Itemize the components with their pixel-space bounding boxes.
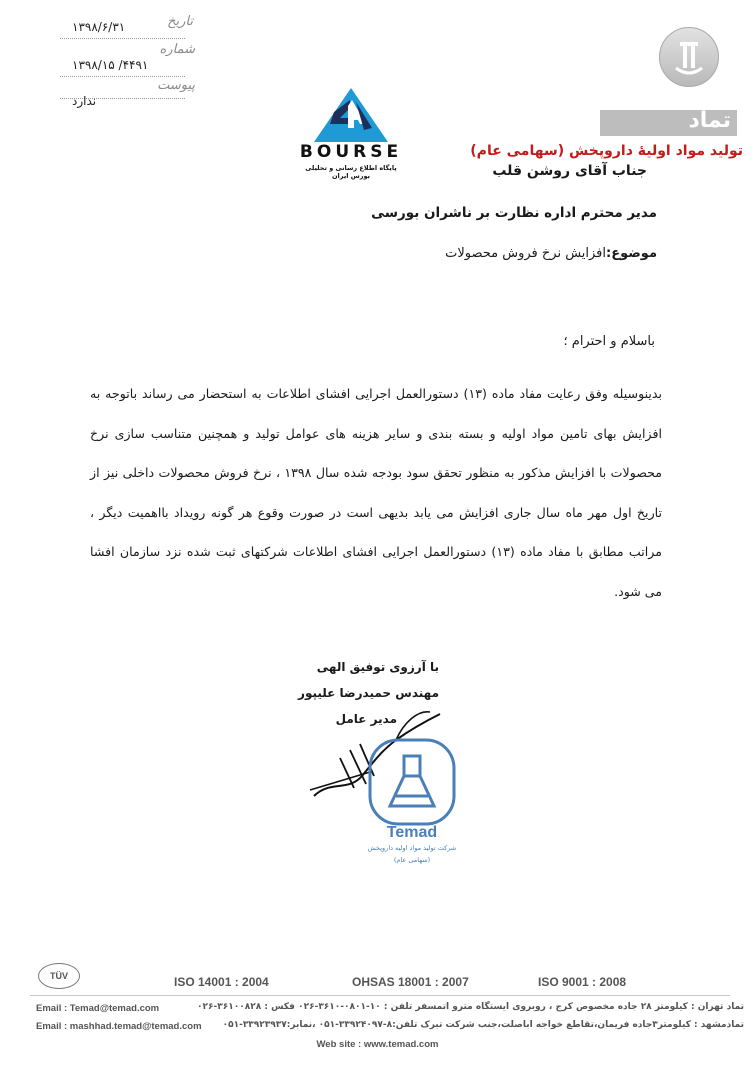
iso-9001: ISO 9001 : 2008 [538,975,627,989]
subject-label: موضوع: [606,246,657,261]
temad-logo-icon [659,27,719,87]
attachment-label: پیوست [157,78,195,93]
date-label: تاریخ [167,14,193,29]
stamp-word: Temad [386,824,438,841]
mashhad-email: Email : mashhad.temad@temad.com [36,1021,202,1032]
subject-line [257,246,657,261]
company-name: تولید مواد اولیهٔ داروپخش (سهامی عام) [470,143,743,159]
company-stamp [362,736,462,876]
bourse-logo-icon [312,86,390,144]
number-value: ۱۳۹۸/۱۵ /۴۴۹۱ [72,58,149,72]
recipient-name: جناب آقای روشن قلب [492,163,647,179]
letter-body: بدینوسیله وفق رعایت مفاد ماده (۱۳) دستورالعمل اجرایی افشای اطلاعات به استحضار می رساند باتوجه به افزایش بهای تامین مواد اولیه و بسته بندی و سایر هزینه های عوامل تولید و همچنین متناسب سازی نرخ محصولات با افزایش مذکور به منظور تحقق سود بودجه شده سال ۱۳۹۸ ، نرخ فروش محصولات داخلی نیز از تاریخ اول مهر ماه سال جاری افزایش می یابد بدیهی است در صورت وقوع هر گونه رویداد بااهمیت دیگر ، مراتب مطابق با مفاد ماده (۱۳) دستورالعمل اجرایی افشای اطلاعات شرکتهای ثبت شده نزد سازمان افشا می شود. [90,386,663,599]
letter-meta [60,12,195,112]
signatory-name: مهندس حمیدرضا علیپور [298,686,439,700]
footer-divider [30,995,730,996]
mashhad-address: تمادمشهد : کیلومتر۳جاده فریمان،تقاطع خواجه اباصلت،جنب شرکت تبرک تلفن:۸-۳۳۹۲۴۰۹۷-۰۵۱ ،نمابر:۳۳۹۲۳۹۳۷-۰۵۱ [222,1020,744,1030]
attachment-value: ندارد [72,94,97,108]
closing-line: با آرزوی توفیق الهی [316,660,439,674]
iso-14001: ISO 14001 : 2004 [174,975,269,989]
ohsas-18001: OHSAS 18001 : 2007 [352,975,469,989]
tuv-text: TÜV [50,971,68,981]
stamp-line1: شرکت تولید مواد اولیه داروپخش [367,844,457,852]
website: Web site : www.temad.com [316,1039,439,1050]
subject-text: افزایش نرخ فروش محصولات [445,246,606,261]
tehran-address: تماد تهران : کیلومتر ۲۸ جاده مخصوص کرج ، روبروی ایستگاه مترو اتمسفر تلفن : ۱۰-۰۸۰۱-۳۶۱۰-۰۲۶ فکس : ۳۶۱۰۰۸۲۸-۰۲۶ [197,1002,744,1012]
date-value: ۱۳۹۸/۶/۳۱ [72,20,126,34]
salutation: باسلام و احترام ؛ [563,334,655,349]
stamp-line2: (سهامی عام) [393,856,431,864]
signatory-title: مدیر عامل [335,712,397,726]
brand-logo-word: تماد [688,108,731,133]
bourse-subtitle: پایگاه اطلاع رسانی و تحلیلی بورس ایران [305,164,397,180]
stamp-emblem-icon [366,736,458,828]
number-label: شماره [159,42,195,57]
bourse-word: BOURSE [299,142,403,162]
recipient-position: مدیر محترم اداره نظارت بر ناشران بورسی [371,205,657,221]
tuv-badge-icon [38,963,80,989]
tehran-email: Email : Temad@temad.com [36,1003,160,1014]
